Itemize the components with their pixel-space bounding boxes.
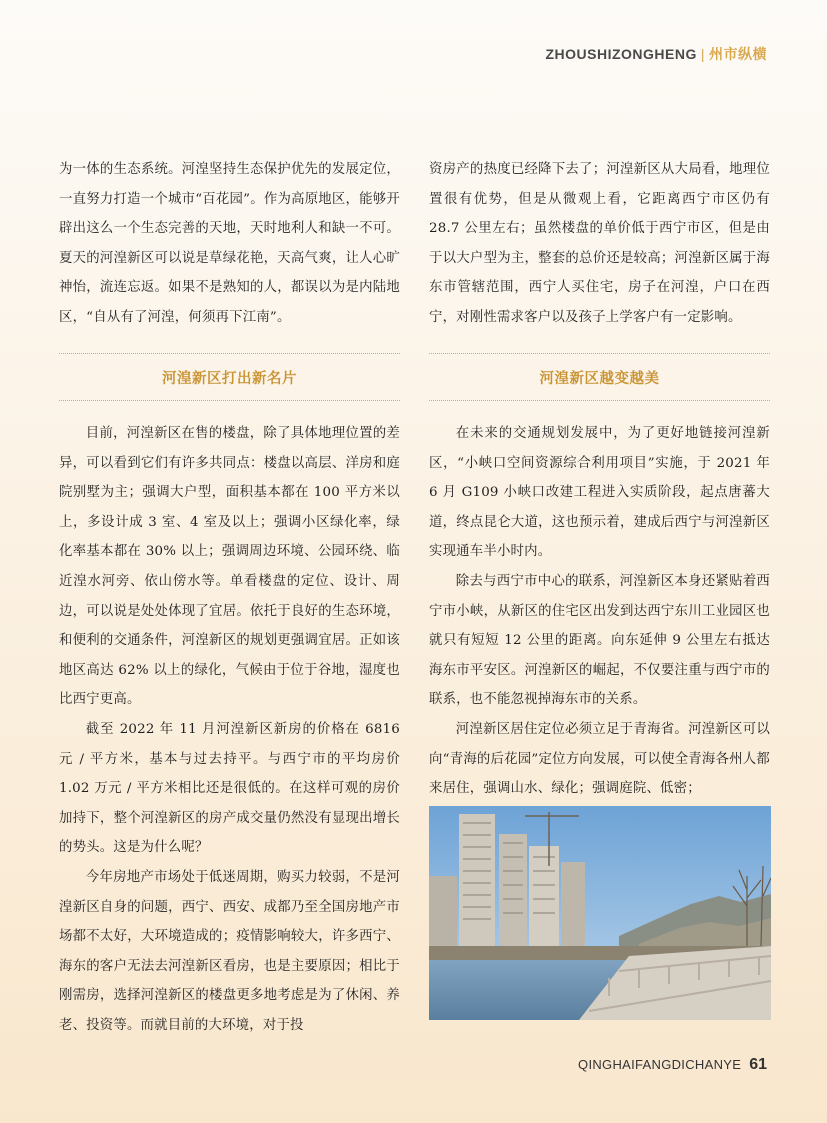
left-paragraph-3: 截至 2022 年 11 月河湟新区新房的价格在 6816 元 / 平方米，基本与过去持平。与西宁市的平均房价 1.02 万元 / 平方米相比还是很低的。在这样可观的房价加持下，整个河湟新区的房产成交量仍然没有显现出增长的势头。这是为什么呢？ <box>59 721 400 856</box>
left-paragraph-4: 今年房地产市场处于低迷周期，购买力较弱，不是河湟新区自身的问题，西宁、西安、成都乃至全国房地产市场都不太好，大环境造成的；疫情影响较大，许多西宁、海东的客户无法去河湟新区看房，也是主要原因；相比于刚需房，选择河湟新区的楼盘更多地考虑是为了休闲、养老、投资等。而就目前的大环境，对于投 <box>59 869 400 1033</box>
right-section-title: 河湟新区越变越美 <box>539 370 660 387</box>
right-column-body <box>429 419 770 804</box>
right-paragraph-3: 除去与西宁市中心的联系，河湟新区本身还紧贴着西宁市小峡，从新区的住宅区出发到达西宁东川工业园区也就只有短短 12 公里的距离。向东延伸 9 公里左右抵达海东市平安区。河湟新区的崛起，不仅要注重与西宁市的联系，也不能忽视掉海东市的关系。 <box>429 573 770 708</box>
header-chinese: 州市纵横 <box>709 46 767 62</box>
river-housing-photo <box>429 806 771 1020</box>
right-paragraph-4: 河湟新区居住定位必须立足于青海省。河湟新区可以向“青海的后花园”定位方向发展，可以使全青海各州人都来居住，强调山水、绿化；强调庭院、低密； <box>429 721 770 797</box>
left-section-title: 河湟新区打出新名片 <box>162 370 297 387</box>
right-column <box>429 155 770 333</box>
left-section-header <box>59 353 400 401</box>
photo-illustration <box>429 806 771 1020</box>
page-number: 61 <box>749 1056 767 1073</box>
left-column-body <box>59 419 400 1040</box>
left-paragraph-2: 目前，河湟新区在售的楼盘，除了具体地理位置的差异，可以看到它们有许多共同点：楼盘以高层、洋房和庭院别墅为主；强调大户型，面积基本都在 100 平方米以上，多设计成 3 室、4 室及以上；强调小区绿化率，绿化率基本都在 30% 以上；强调周边环境、公园环绕、临近湟水河旁、依山傍水等。单看楼盘的定位、设计、周边，可以说是处处体现了宜居。依托于良好的生态环境，和便利的交通条件，河湟新区的规划更强调宜居。正如该地区高达 62% 以上的绿化，气候由于位于谷地，湿度也比西宁更高。 <box>59 426 400 708</box>
left-column <box>59 155 400 333</box>
header-latin: ZHOUSHIZONGHENG <box>545 46 697 62</box>
right-section-header <box>429 353 770 401</box>
running-header <box>545 44 767 64</box>
header-separator: | <box>700 46 705 62</box>
footer-running-title: QINGHAIFANGDICHANYE <box>578 1057 742 1072</box>
right-paragraph-1: 资房产的热度已经降下去了；河湟新区从大局看，地理位置很有优势，但是从微观上看，它距离西宁市区仍有 28.7 公里左右；虽然楼盘的单价低于西宁市区，但是由于以大户型为主，整套的总价还是较高；河湟新区属于海东市管辖范围，西宁人买住宅，房子在河湟，户口在西宁，对刚性需求客户以及孩子上学客户有一定影响。 <box>429 162 770 325</box>
running-footer <box>578 1056 767 1074</box>
left-paragraph-1: 为一体的生态系统。河湟坚持生态保护优先的发展定位，一直努力打造一个城市“百花园”。作为高原地区，能够开辟出这么一个生态完善的天地，天时地利人和缺一不可。夏天的河湟新区可以说是草绿花艳，天高气爽，让人心旷神怡，流连忘返。如果不是熟知的人，都误以为是内陆地区，“自从有了河湟，何须再下江南”。 <box>59 162 400 325</box>
right-paragraph-2: 在未来的交通规划发展中，为了更好地链接河湟新区，“小峡口空间资源综合利用项目”实施，于 2021 年 6 月 G109 小峡口改建工程进入实质阶段，起点唐蕃大道，终点昆仑大道，这也预示着，建成后西宁与河湟新区实现通车半小时内。 <box>429 426 770 560</box>
